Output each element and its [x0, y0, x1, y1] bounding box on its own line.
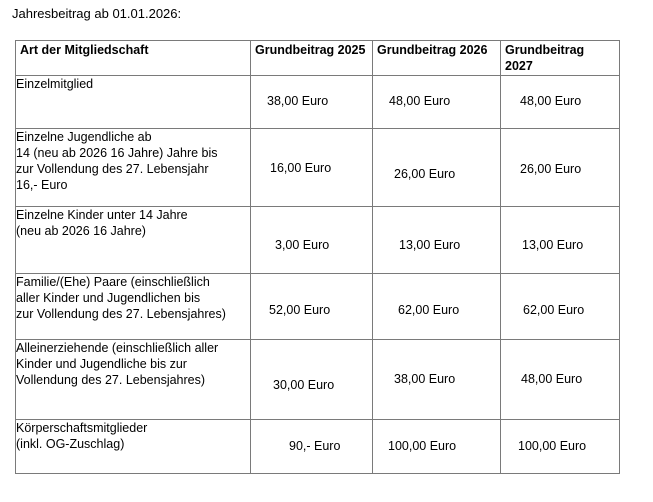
table-row: [16, 76, 620, 129]
fee-2027-cell: 62,00 Euro: [523, 303, 585, 317]
fee-2025-cell: 90,- Euro: [289, 439, 341, 453]
fee-2026-cell: 48,00 Euro: [389, 94, 451, 108]
header-fee-2025: Grundbeitrag 2025: [251, 41, 373, 76]
membership-type-cell: Einzelne Jugendliche ab 14 (neu ab 2026 16 Jahre) Jahre bis zur Vollendung des 27. Lebensjahr 16,- Euro: [16, 129, 251, 207]
fee-2025-cell: 38,00 Euro: [267, 94, 329, 108]
fee-2026-cell: 13,00 Euro: [399, 238, 461, 252]
fee-2025-cell: 16,00 Euro: [270, 161, 332, 175]
fee-2026-cell: 62,00 Euro: [398, 303, 460, 317]
fee-2027-cell: 26,00 Euro: [520, 162, 582, 176]
membership-type-cell: Körperschaftsmitglieder (inkl. OG-Zuschlag): [16, 420, 251, 474]
table-header-row: [16, 41, 620, 76]
header-fee-2027: Grundbeitrag 2027: [501, 41, 620, 76]
header-fee-2026: Grundbeitrag 2026: [373, 41, 501, 76]
fee-2027-cell: 13,00 Euro: [522, 238, 584, 252]
fee-2026-cell: 100,00 Euro: [388, 439, 457, 453]
fee-2026-cell: 26,00 Euro: [394, 167, 456, 181]
fee-2027-cell: 48,00 Euro: [521, 372, 583, 386]
membership-type-cell: Familie/(Ehe) Paare (einschließlich aller Kinder und Jugendlichen bis zur Vollendung des 27. Lebensjahres): [16, 274, 251, 340]
table-row: [16, 420, 620, 474]
membership-type-cell: Einzelne Kinder unter 14 Jahre (neu ab 2026 16 Jahre): [16, 207, 251, 274]
membership-type-cell: Einzelmitglied: [16, 76, 251, 129]
table-row: [16, 207, 620, 274]
fee-2027-cell: 100,00 Euro: [518, 439, 587, 453]
membership-fee-table: [15, 40, 620, 474]
fee-2025-cell: 52,00 Euro: [269, 303, 331, 317]
table-row: [16, 340, 620, 420]
membership-type-cell: Alleinerziehende (einschließlich aller Kinder und Jugendliche bis zur Vollendung des 27. Lebensjahres): [16, 340, 251, 420]
header-membership-type: Art der Mitgliedschaft: [16, 41, 251, 76]
fee-2026-cell: 38,00 Euro: [394, 372, 456, 386]
table-row: [16, 129, 620, 207]
fee-2027-cell: 48,00 Euro: [520, 94, 582, 108]
fee-2025-cell: 30,00 Euro: [273, 378, 335, 392]
table-row: [16, 274, 620, 340]
page-heading: Jahresbeitrag ab 01.01.2026:: [12, 6, 182, 21]
fee-2025-cell: 3,00 Euro: [275, 238, 330, 252]
